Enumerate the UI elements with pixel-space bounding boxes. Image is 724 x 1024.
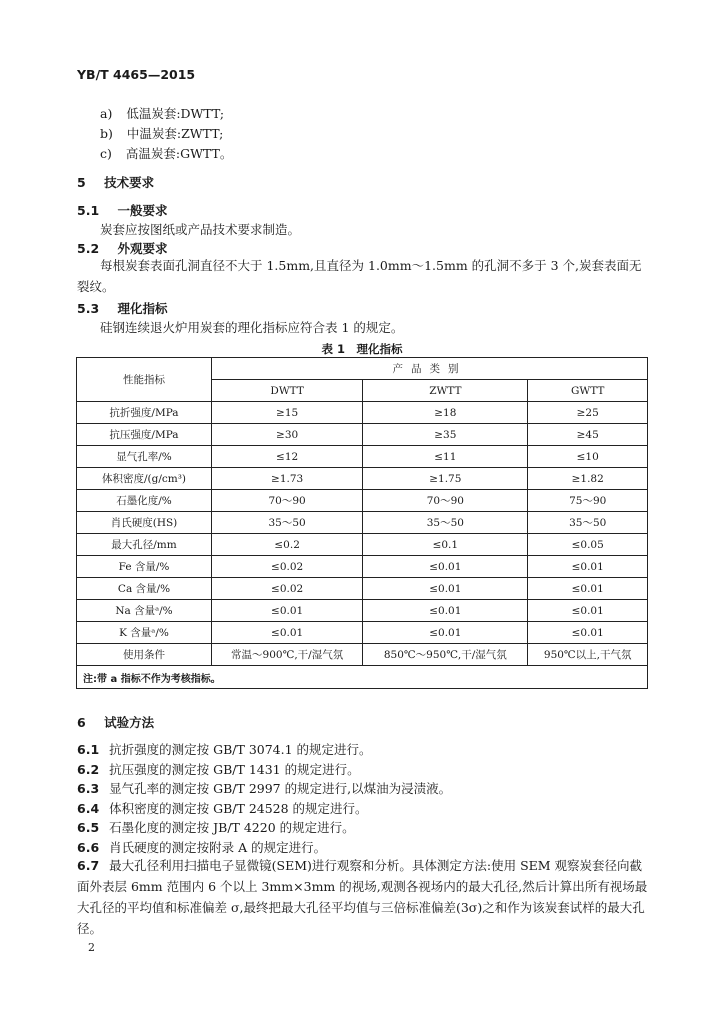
value-cell: ≤0.01 xyxy=(528,556,648,578)
clause-6-4 xyxy=(77,799,368,817)
clause-5-1-text: 炭套应按图纸或产品技术要求制造。 xyxy=(100,222,301,237)
value-cell: ≥1.82 xyxy=(528,468,648,490)
value-cell: ≤0.01 xyxy=(528,578,648,600)
header-property: 性能指标 xyxy=(77,358,212,402)
section-title: 技术要求 xyxy=(104,175,155,190)
standard-header: YB/T 4465—2015 xyxy=(77,67,196,82)
value-cell: ≤11 xyxy=(363,446,528,468)
table-row xyxy=(77,578,648,600)
value-cell: 70～90 xyxy=(363,490,528,512)
value-cell: ≥30 xyxy=(212,424,363,446)
page-number: 2 xyxy=(88,941,95,954)
section-number: 6 xyxy=(77,715,86,730)
clause-text: 肖氏硬度的测定按附录 A 的规定进行。 xyxy=(109,839,327,855)
clause-6-2 xyxy=(77,760,360,778)
properties-table xyxy=(76,357,648,689)
clause-5-1-heading xyxy=(77,201,168,219)
clause-6-6 xyxy=(77,838,326,856)
value-cell: 75～90 xyxy=(528,490,648,512)
value-cell: ≤0.01 xyxy=(363,578,528,600)
value-cell: ≤0.02 xyxy=(212,556,363,578)
value-cell: ≤0.1 xyxy=(363,534,528,556)
value-cell: 35～50 xyxy=(528,512,648,534)
clause-6-1 xyxy=(77,740,372,758)
property-cell: 体积密度/(g/cm³) xyxy=(77,468,212,490)
clause-text: 体积密度的测定按 GB/T 24528 的规定进行。 xyxy=(109,800,368,816)
property-cell: 显气孔率/% xyxy=(77,446,212,468)
property-cell: Ca 含量/% xyxy=(77,578,212,600)
property-cell: Na 含量ᵃ/% xyxy=(77,600,212,622)
clause-text: 显气孔率的测定按 GB/T 2997 的规定进行,以煤油为浸渍液。 xyxy=(109,781,452,796)
value-cell: ≥18 xyxy=(363,402,528,424)
list-marker: c) xyxy=(100,146,112,161)
header-grade: ZWTT xyxy=(363,380,528,402)
clause-number: 6.6 xyxy=(77,839,100,855)
table-row xyxy=(77,534,648,556)
clause-6-3 xyxy=(77,779,451,797)
list-item-a xyxy=(100,104,224,122)
property-cell: 抗折强度/MPa xyxy=(77,402,212,424)
list-text: 中温炭套:ZWTT; xyxy=(126,126,224,141)
value-cell: ≥45 xyxy=(528,424,648,446)
value-cell: 35～50 xyxy=(363,512,528,534)
clause-5-3-heading xyxy=(77,299,168,317)
value-cell: ≤0.01 xyxy=(528,622,648,644)
property-cell: 肖氏硬度(HS) xyxy=(77,512,212,534)
table-row xyxy=(77,622,648,644)
property-cell: Fe 含量/% xyxy=(77,556,212,578)
property-cell: 石墨化度/% xyxy=(77,490,212,512)
table-row xyxy=(77,490,648,512)
clause-number: 6.1 xyxy=(77,742,100,757)
value-cell: ≤0.05 xyxy=(528,534,648,556)
property-cell: 抗压强度/MPa xyxy=(77,424,212,446)
value-cell: 950℃以上,干气氛 xyxy=(528,644,648,666)
clause-6-7 xyxy=(77,855,651,939)
clause-title: 理化指标 xyxy=(117,301,168,316)
clause-text: 石墨化度的测定按 JB/T 4220 的规定进行。 xyxy=(109,820,355,835)
table-caption: 表 1 理化指标 xyxy=(321,342,403,356)
header-grade: DWTT xyxy=(212,380,363,402)
clause-6-5 xyxy=(77,818,355,836)
table-note: 注:带 a 指标不作为考核指标。 xyxy=(77,666,648,689)
clause-number: 5.3 xyxy=(77,301,100,316)
clause-number: 6.2 xyxy=(77,761,100,777)
value-cell: ≤0.01 xyxy=(363,600,528,622)
value-cell: ≥1.75 xyxy=(363,468,528,490)
header-grade: GWTT xyxy=(528,380,648,402)
table-row xyxy=(77,402,648,424)
clause-text: 抗压强度的测定按 GB/T 1431 的规定进行。 xyxy=(109,761,360,777)
clause-5-2-text: 每根炭套表面孔洞直径不大于 1.5mm,且直径为 1.0mm～1.5mm 的孔洞不多于 3 个,炭套表面无裂纹。 xyxy=(77,258,642,294)
value-cell: 35～50 xyxy=(212,512,363,534)
table-row xyxy=(77,556,648,578)
section-6-heading xyxy=(77,713,154,731)
clause-number: 6.4 xyxy=(77,800,100,816)
value-cell: ≤0.01 xyxy=(363,556,528,578)
property-cell: 使用条件 xyxy=(77,644,212,666)
section-number: 5 xyxy=(77,175,86,190)
section-5-heading xyxy=(77,173,154,191)
clause-number: 6.3 xyxy=(77,781,100,796)
list-text: 低温炭套:DWTT; xyxy=(126,106,225,121)
list-marker: a) xyxy=(100,106,113,121)
value-cell: ≥35 xyxy=(363,424,528,446)
list-text: 高温炭套:GWTT。 xyxy=(125,146,233,161)
value-cell: ≥25 xyxy=(528,402,648,424)
clause-number: 6.7 xyxy=(77,858,100,873)
property-cell: K 含量ᵃ/% xyxy=(77,622,212,644)
list-marker: b) xyxy=(100,126,113,141)
table-row xyxy=(77,446,648,468)
clause-number: 5.1 xyxy=(77,203,100,218)
clause-text: 抗折强度的测定按 GB/T 3074.1 的规定进行。 xyxy=(109,742,372,757)
value-cell: ≤0.01 xyxy=(212,600,363,622)
value-cell: 常温～900℃,干/湿气氛 xyxy=(212,644,363,666)
value-cell: ≤0.01 xyxy=(363,622,528,644)
list-item-b xyxy=(100,124,223,142)
section-title: 试验方法 xyxy=(104,715,155,730)
table-row xyxy=(77,600,648,622)
value-cell: ≤0.2 xyxy=(212,534,363,556)
property-cell: 最大孔径/mm xyxy=(77,534,212,556)
clause-number: 6.5 xyxy=(77,820,100,835)
table-row xyxy=(77,468,648,490)
header-category: 产品类别 xyxy=(212,358,648,380)
table-row xyxy=(77,512,648,534)
clause-text: 最大孔径利用扫描电子显微镜(SEM)进行观察和分析。具体测定方法:使用 SEM 观察炭套径向截面外表层 6mm 范围内 6 个以上 3mm×3mm 的视场,观测各视场内的最大孔径,然后计算出所有视场最大孔径的平均值和标准偏差 σ,最终把最大孔径平均值与三倍标准偏差(3σ)之和作为该炭套试样的最大孔径。 xyxy=(77,858,648,936)
value-cell: ≤10 xyxy=(528,446,648,468)
table-row xyxy=(77,644,648,666)
value-cell: ≤0.01 xyxy=(528,600,648,622)
clause-title: 一般要求 xyxy=(117,203,168,218)
clause-number: 5.2 xyxy=(77,241,100,256)
value-cell: 70～90 xyxy=(212,490,363,512)
list-item-c xyxy=(100,144,232,162)
value-cell: ≤0.01 xyxy=(212,622,363,644)
clause-title: 外观要求 xyxy=(117,241,168,256)
value-cell: ≥15 xyxy=(212,402,363,424)
value-cell: ≥1.73 xyxy=(212,468,363,490)
clause-5-3-text: 硅钢连续退火炉用炭套的理化指标应符合表 1 的规定。 xyxy=(100,320,404,335)
value-cell: ≤12 xyxy=(212,446,363,468)
table-row xyxy=(77,424,648,446)
value-cell: ≤0.02 xyxy=(212,578,363,600)
value-cell: 850℃～950℃,干/湿气氛 xyxy=(363,644,528,666)
